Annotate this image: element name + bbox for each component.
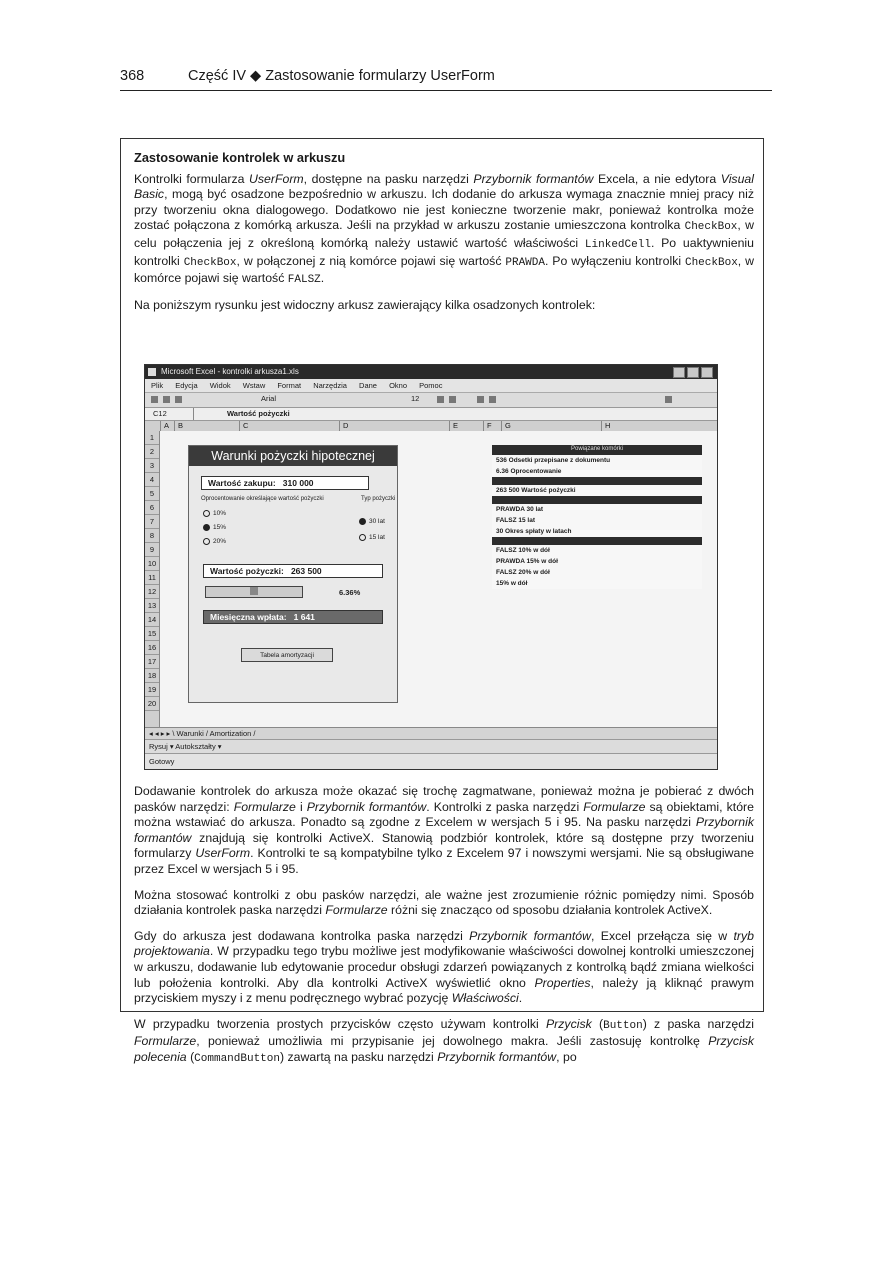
paragraph-1: Kontrolki formularza UserForm, dostępne na pasku narzędzi Przybornik formantów Excela, a nie edytora Visual Basic, mogą być osadzone bezpośrednio w arkuszu. Ich dodanie do arkusza wymaga znacznie mniej pracy niż przy tworzeniu okna dialogowego. Dodatkowo nie jest konieczne tworzenie makr, ponieważ kontrolka może zostać połączona z komórką arkusza. Jeśli na przykład w arkuszu zostanie umieszczona kontrolka CheckBox, w celu połączenia jej z określoną komórką należy ustawić wartość właściwości LinkedCell. Po uaktywnieniu kontrolki CheckBox, w połączonej z nią komórce pojawi się wartość PRAWDA. Po wyłączeniu kontrolki CheckBox, w komórce pojawi się wartość FALSZ. xyxy=(134,171,754,287)
paragraph-6: W przypadku tworzenia prostych przycisków często używam kontrolki Przycisk (Button) z paska narzędzi Formularze, ponieważ umożliwia mi przypisanie jej dowolnego makra. Jeśli zastosuję kontrolkę Przycisk polecenia (CommandButton) zawartą na pasku narzędzi Przybornik formantów, po xyxy=(134,1016,754,1065)
font-color-icon[interactable] xyxy=(665,396,672,403)
linked-row: FALSZ 15 lat xyxy=(492,515,702,526)
rate-value: 6.36% xyxy=(339,588,361,597)
minimize-icon[interactable] xyxy=(673,367,685,378)
term-option-30[interactable]: 30 lat xyxy=(359,518,385,525)
formula-input[interactable]: Wartość pożyczki xyxy=(227,409,290,418)
pct-option-10[interactable]: 10% xyxy=(203,510,226,517)
formula-bar xyxy=(145,408,717,421)
page-number: 368 xyxy=(120,68,145,84)
row-header[interactable]: 12 xyxy=(145,585,159,599)
pct-option-15[interactable]: 15% xyxy=(203,524,226,531)
menu-okno[interactable]: Okno xyxy=(389,381,408,390)
restore-icon[interactable] xyxy=(687,367,699,378)
radio-selected-icon xyxy=(359,518,366,525)
col-f[interactable]: F xyxy=(483,421,501,431)
row-header[interactable]: 8 xyxy=(145,529,159,543)
paragraph-4: Można stosować kontrolki z obu pasków narzędzi, ale ważne jest zrozumienie różnic pomiędzy nimi. Sposób działania kontrolek paska narzędzi Formularze różni się znacząco od sposobu działania kontrolek ActiveX. xyxy=(134,887,754,918)
running-header xyxy=(120,64,772,91)
linked-row: FALSZ 20% w dół xyxy=(492,567,702,578)
row-headers xyxy=(145,431,160,727)
linked-row: 263 500 Wartość pożyczki xyxy=(492,485,702,496)
menu-wstaw[interactable]: Wstaw xyxy=(242,381,266,390)
linked-row: 536 Odsetki przepisane z dokumentu xyxy=(492,455,702,466)
scrollbar-thumb[interactable] xyxy=(250,587,258,595)
linked-row: 6.36 Oprocentowanie xyxy=(492,466,702,477)
loan-value: 263 500 xyxy=(290,566,322,576)
window-controls xyxy=(673,367,713,378)
rate-scrollbar[interactable] xyxy=(205,586,303,598)
box-heading: Zastosowanie kontrolek w arkuszu xyxy=(134,150,346,165)
row-header[interactable]: 10 xyxy=(145,557,159,571)
monthly-value: 1 641 xyxy=(293,612,315,622)
excel-screenshot xyxy=(144,364,718,770)
excel-titlebar xyxy=(145,365,717,379)
menu-narzedzia[interactable]: Narzędzia xyxy=(313,381,347,390)
term-group-label: Typ pożyczki xyxy=(361,496,396,502)
linked-row: PRAWDA 30 lat xyxy=(492,504,702,515)
font-size-box[interactable]: 12 xyxy=(411,394,420,403)
merge-icon[interactable] xyxy=(489,396,496,403)
menu-format[interactable]: Format xyxy=(277,381,302,390)
bold-icon[interactable] xyxy=(437,396,444,403)
term-option-15[interactable]: 15 lat xyxy=(359,534,385,541)
row-header[interactable]: 5 xyxy=(145,487,159,501)
linked-cells-table xyxy=(492,445,702,631)
linked-row: 15% w dół xyxy=(492,578,702,589)
menu-widok[interactable]: Widok xyxy=(209,381,231,390)
row-header[interactable]: 14 xyxy=(145,613,159,627)
excel-logo-icon xyxy=(148,368,156,376)
row-header[interactable]: 17 xyxy=(145,655,159,669)
col-a[interactable]: A xyxy=(160,421,174,431)
menu-plik[interactable]: Plik xyxy=(151,381,164,390)
linked-row: PRAWDA 15% w dół xyxy=(492,556,702,567)
linked-separator xyxy=(492,477,702,485)
linked-title: Powiązane komórki xyxy=(492,445,702,455)
row-header[interactable]: 7 xyxy=(145,515,159,529)
purchase-field[interactable]: Wartość zakupu: 310 000 xyxy=(201,476,369,490)
radio-selected-icon xyxy=(203,524,210,531)
menu-edycja[interactable]: Edycja xyxy=(175,381,198,390)
row-header[interactable]: 20 xyxy=(145,697,159,711)
close-icon[interactable] xyxy=(701,367,713,378)
box-content xyxy=(134,150,754,322)
paragraph-3: Dodawanie kontrolek do arkusza może okazać się trochę zagmatwane, ponieważ można je pobierać z dwóch pasków narzędzi: Formularze i Przybornik formantów. Kontrolki z paska narzędzi Formularze są obiektami, które można wstawiać do arkusza. Ponadto są zgodne z Excelem w wersjach 5 i 95. Na pasku narzędzi Przybornik formantów znajdują się kontrolki ActiveX. Stanowią podzbiór kontrolek, które są dostępne przy tworzeniu formularzy UserForm. Kontrolki te są kompatybilne tylko z Excelem 97 i nowszymi wersjami. Nie są obsługiwane przez Excel w wersjach 5 i 95. xyxy=(134,784,754,876)
row-header[interactable]: 11 xyxy=(145,571,159,585)
box-content-continued xyxy=(134,784,754,1078)
col-c[interactable]: C xyxy=(239,421,339,431)
running-title: Część IV ◆ Zastosowanie formularzy UserForm xyxy=(188,68,495,84)
radio-icon xyxy=(203,538,210,545)
paragraph-2: Na poniższym rysunku jest widoczny arkusz zawierający kilka osadzonych kontrolek: xyxy=(134,297,596,312)
col-g[interactable]: G xyxy=(501,421,601,431)
excel-menubar xyxy=(145,379,717,393)
new-icon[interactable] xyxy=(151,396,158,403)
pct-option-20[interactable]: 20% xyxy=(203,538,226,545)
linked-separator xyxy=(492,496,702,504)
radio-icon xyxy=(203,510,210,517)
excel-window-title: Microsoft Excel - kontrolki arkusza1.xls xyxy=(161,367,299,376)
excel-toolbar xyxy=(145,393,717,408)
loan-panel xyxy=(188,445,398,703)
row-header[interactable]: 13 xyxy=(145,599,159,613)
save-icon[interactable] xyxy=(175,396,182,403)
col-e[interactable]: E xyxy=(449,421,483,431)
col-d[interactable]: D xyxy=(339,421,449,431)
row-header[interactable]: 16 xyxy=(145,641,159,655)
loan-panel-title: Warunki pożyczki hipotecznej xyxy=(189,446,397,466)
sheet-tabs[interactable]: ◂ ◂ ▸ ▸ \ Warunki / Amortization / xyxy=(145,727,717,739)
linked-separator xyxy=(492,537,702,545)
font-name-box[interactable]: Arial xyxy=(261,394,277,403)
open-icon[interactable] xyxy=(163,396,170,403)
row-header[interactable]: 3 xyxy=(145,459,159,473)
paragraph-5: Gdy do arkusza jest dodawana kontrolka paska narzędzi Przybornik formantów, Excel przełącza się w tryb projektowania. W przypadku tego trybu możliwe jest modyfikowanie właściwości dowolnej kontrolki umieszczonej w arkuszu, dodawanie lub edytowanie procedur obsługi zdarzeń powiązanych z kontrolką bądź zmiana wielkości lub położenia kontrolki. Aby dla kontrolki ActiveX wyświetlić okno Properties, należy ją kliknąć prawym przyciskiem myszy i z menu podręcznego wybrać pozycję Właściwości. xyxy=(134,928,754,1006)
align-icon[interactable] xyxy=(477,396,484,403)
purchase-value: 310 000 xyxy=(282,478,314,488)
row-header[interactable]: 6 xyxy=(145,501,159,515)
row-header[interactable]: 9 xyxy=(145,543,159,557)
worksheet-grid[interactable] xyxy=(160,431,717,727)
name-box[interactable]: C12 xyxy=(149,408,194,420)
status-bar: Gotowy xyxy=(145,753,717,769)
col-b[interactable]: B xyxy=(174,421,239,431)
row-header[interactable]: 2 xyxy=(145,445,159,459)
pct-group-label: Oprocentowanie określające wartość pożyczki xyxy=(201,496,324,502)
menu-dane[interactable]: Dane xyxy=(359,381,377,390)
row-header[interactable]: 18 xyxy=(145,669,159,683)
linked-row: 30 Okres spłaty w latach xyxy=(492,526,702,537)
amortization-button[interactable]: Tabela amortyzacji xyxy=(241,648,333,662)
row-header[interactable]: 15 xyxy=(145,627,159,641)
monthly-field[interactable]: Miesięczna wpłata: 1 641 xyxy=(203,610,383,624)
loan-field[interactable]: Wartość pożyczki: 263 500 xyxy=(203,564,383,578)
linked-row: FALSZ 10% w dół xyxy=(492,545,702,556)
radio-icon xyxy=(359,534,366,541)
drawing-toolbar[interactable]: Rysuj ▾ Autokształty ▾ xyxy=(145,739,717,753)
row-header[interactable]: 19 xyxy=(145,683,159,697)
menu-pomoc[interactable]: Pomoc xyxy=(419,381,443,390)
italic-icon[interactable] xyxy=(449,396,456,403)
col-h[interactable]: H xyxy=(601,421,717,431)
row-header[interactable]: 4 xyxy=(145,473,159,487)
row-header[interactable]: 1 xyxy=(145,431,159,445)
